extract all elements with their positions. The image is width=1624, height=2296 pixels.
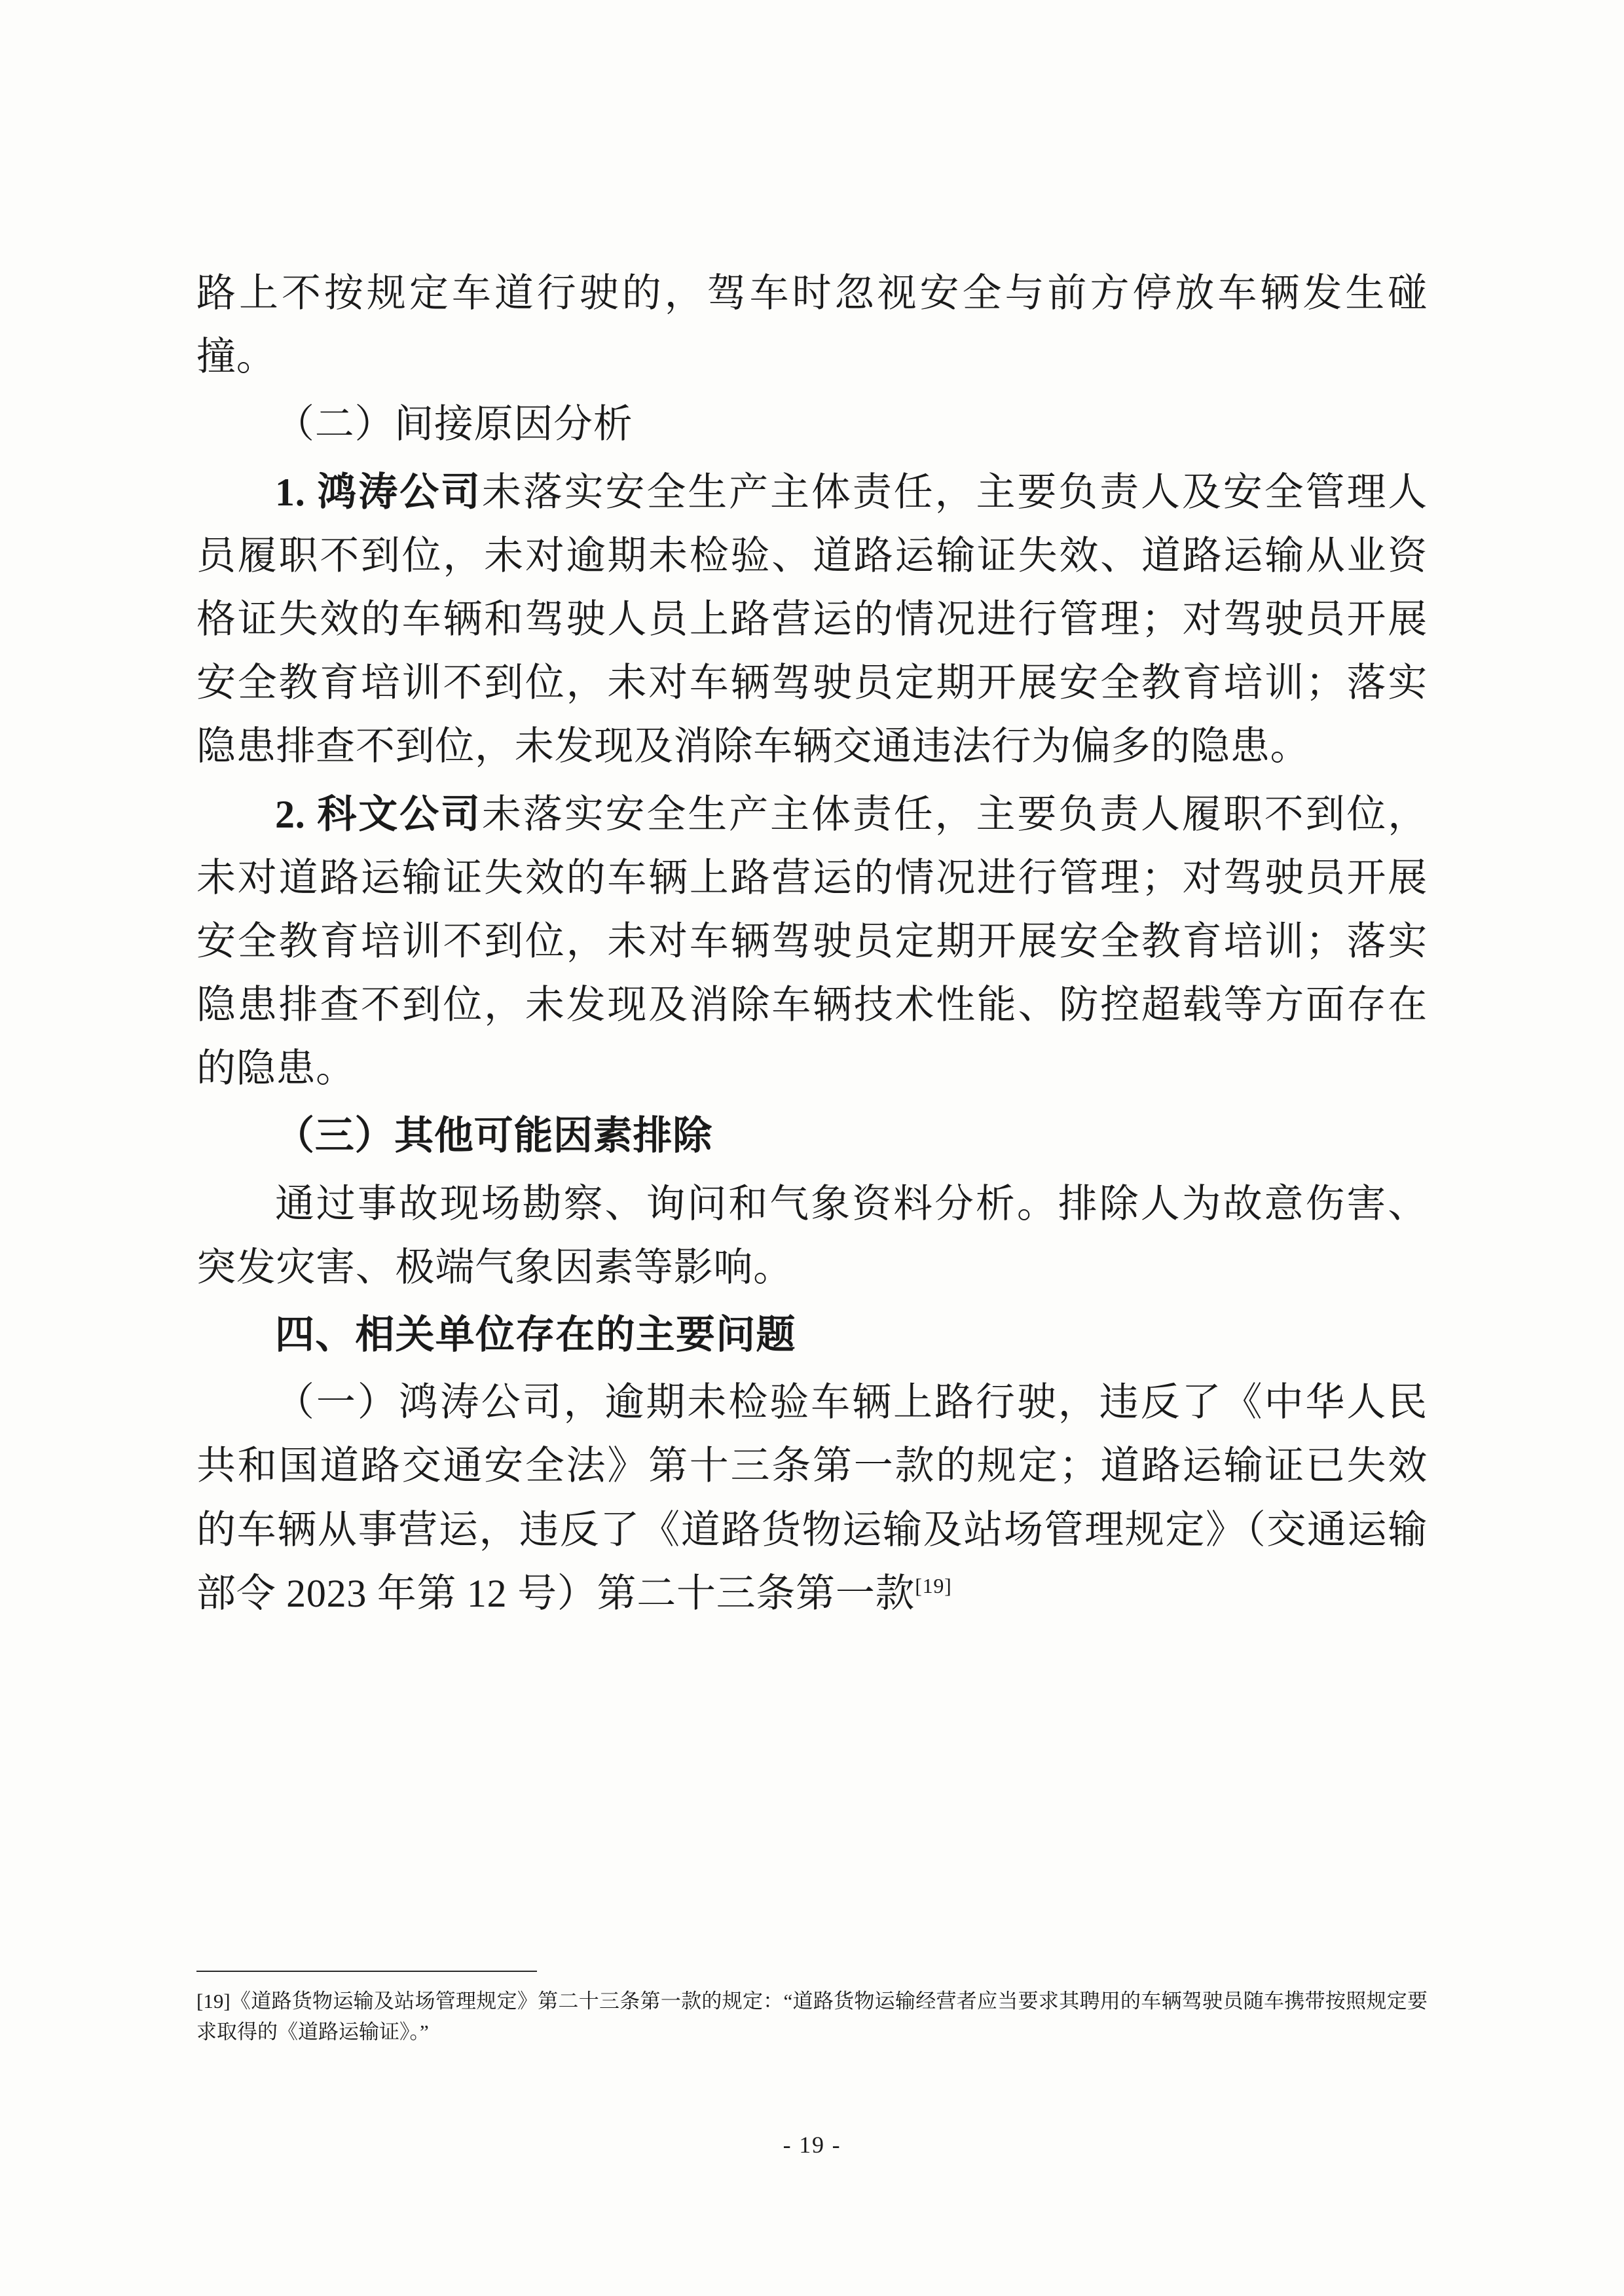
list-item-label-2: 2. 科文公司 — [275, 792, 482, 836]
section-heading-indirect-causes: （二）间接原因分析 — [275, 403, 633, 446]
section-heading-other-factors: （三）其他可能因素排除 — [275, 1114, 712, 1158]
list-item-body-2: 未落实安全生产主体责任，主要负责人履职不到位，未对道路运输证失效的车辆上路营运的情况进行管理；对驾驶员开展安全教育培训不到位，未对车辆驾驶员定期开展安全教育培训；落实隐患排查不到位，未发现及消除车辆技术性能、防控超载等方面存在的隐患。 — [196, 792, 1428, 1091]
page-content — [196, 262, 1428, 1630]
page-number: - 19 - — [783, 2132, 841, 2158]
paragraph-problem-one-body: （一）鸿涛公司，逾期未检验车辆上路行驶，违反了《中华人民共和国道路交通安全法》第十三条第一款的规定；道路运输证已失效的车辆从事营运，违反了《道路货物运输及站场管理规定》（交通运输部令 2023 年第 12 号）第二十三条第一款 — [196, 1381, 1428, 1615]
paragraph-continuation: 路上不按规定车道行驶的，驾车时忽视安全与前方停放车辆发生碰撞。 — [196, 272, 1428, 379]
paragraph-company-kewen — [196, 783, 1428, 1101]
list-item-label-1: 1. 鸿涛公司 — [275, 470, 482, 514]
footnote-reference-19[interactable]: [19] — [915, 1573, 952, 1597]
section-heading-main-problems: 四、相关单位存在的主要问题 — [275, 1313, 796, 1357]
footnote-divider — [196, 1971, 537, 1972]
paragraph-company-hongtao — [196, 461, 1428, 779]
list-item-body-1: 未落实安全生产主体责任，主要负责人及安全管理人员履职不到位，未对逾期未检验、道路运输证失效、道路运输从业资格证失效的车辆和驾驶人员上路营运的情况进行管理；对驾驶员开展安全教育培训不到位，未对车辆驾驶员定期开展安全教育培训；落实隐患排查不到位，未发现及消除车辆交通违法行为偏多的隐患。 — [196, 470, 1428, 769]
footnote-19: [19]《道路货物运输及站场管理规定》第二十三条第一款的规定：“道路货物运输经营者应当要求其聘用的车辆驾驶员随车携带按照规定要求取得的《道路运输证》。” — [196, 1990, 1428, 2043]
footnote-area — [196, 1971, 1428, 2047]
paragraph-other-factors-body: 通过事故现场勘察、询问和气象资料分析。排除人为故意伤害、突发灾害、极端气象因素等影响。 — [196, 1182, 1428, 1289]
paragraph-problem-one — [196, 1371, 1428, 1626]
